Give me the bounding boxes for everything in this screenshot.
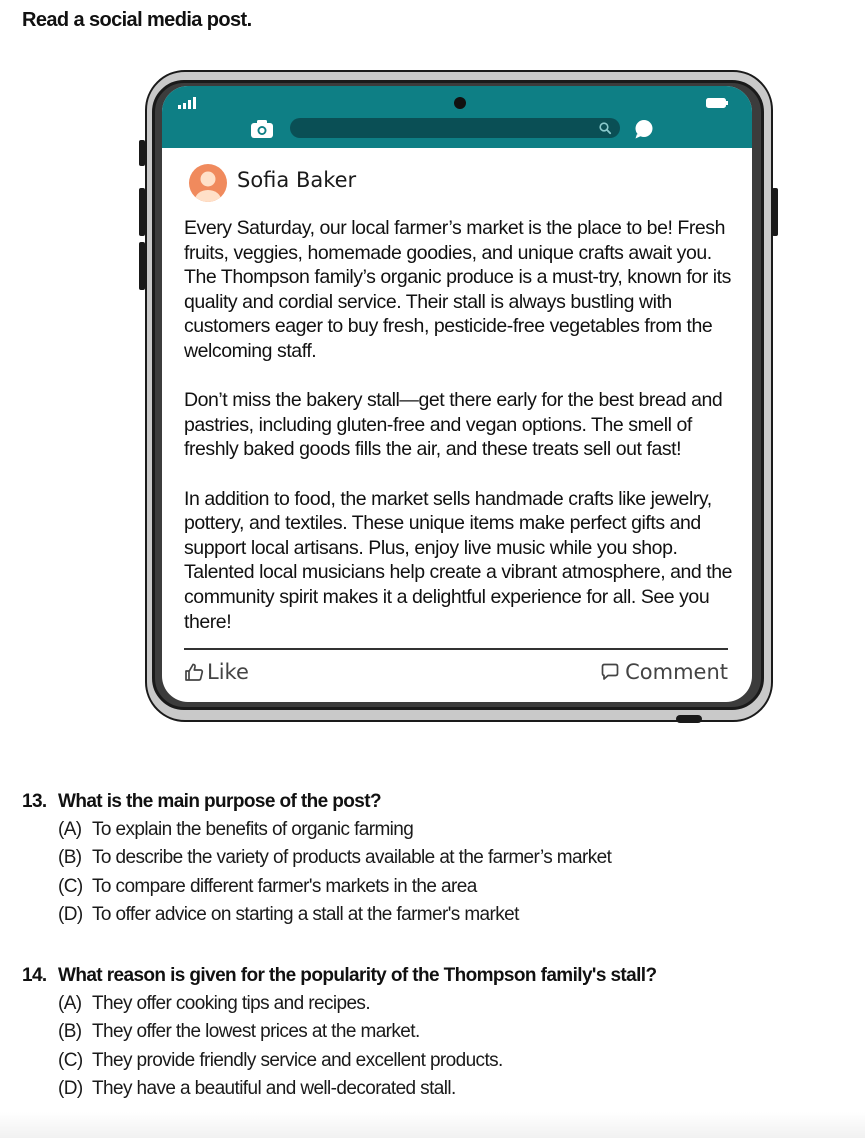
thumbs-up-icon [184,662,204,682]
phone-screen [162,86,752,702]
option-text: To offer advice on starting a stall at the farmer's market [92,903,519,925]
camera-icon[interactable] [250,119,274,139]
question-number: 13. [22,791,47,812]
answer-option-c[interactable] [58,1047,852,1075]
option-text: They offer cooking tips and recipes. [92,993,370,1014]
answer-option-b[interactable] [58,844,852,872]
like-button[interactable] [184,658,249,686]
comment-icon [601,663,619,681]
front-camera [454,97,466,109]
option-text: They offer the lowest prices at the market. [92,1021,420,1043]
question-stem [22,962,852,990]
answer-option-c[interactable] [58,873,852,901]
answer-option-a[interactable] [58,990,852,1018]
option-letter: (D) [58,903,83,925]
post-author-name[interactable]: Sofia Baker [237,168,357,192]
app-top-bar [162,86,752,148]
like-label: Like [207,660,249,684]
signal-icon [178,97,196,109]
option-text: To describe the variety of products available at the farmer’s market [92,847,612,869]
chat-bubble-icon[interactable] [634,119,654,139]
post-paragraph-2: Don’t miss the bakery stall—get there early for the best bread and pastries, including gluten-free and vegan options. The smell of freshly baked goods fills the air, and these treats sell out fast! [184,389,723,461]
answer-option-d[interactable] [58,1075,852,1103]
question-13 [22,788,852,929]
instruction-heading: Read a social media post. [22,9,252,31]
option-letter: (C) [58,1049,83,1071]
question-number: 14. [22,965,47,986]
option-letter: (B) [58,1021,82,1043]
comment-label: Comment [625,660,728,684]
option-letter: (A) [58,819,82,840]
search-icon[interactable] [598,121,612,135]
option-letter: (C) [58,875,83,897]
option-letter: (B) [58,847,82,869]
answer-option-a[interactable] [58,816,852,844]
answer-option-d[interactable] [58,901,852,929]
question-text: What is the main purpose of the post? [58,791,381,812]
question-text: What reason is given for the popularity of the Thompson family's stall? [58,965,657,986]
post-paragraph-1: Every Saturday, our local farmer’s market is the place to be! Fresh fruits, veggies, homemade goodies, and unique crafts await you. The Thompson family’s organic produce is a must-try, known for its quality and cordial service. Their stall is always bustling with customers eager to buy fresh, pesticide-free vegetables from the welcoming staff. [184,217,731,362]
comment-button[interactable] [601,658,728,686]
question-stem [22,788,852,816]
option-text: They provide friendly service and excellent products. [92,1049,503,1071]
option-text: To explain the benefits of organic farming [92,819,414,840]
post-divider [184,648,728,650]
search-bar[interactable] [290,118,620,138]
post-paragraph-3: In addition to food, the market sells handmade crafts like jewelry, pottery, and textiles. These unique items make perfect gifts and support local artisans. Plus, enjoy live music while you shop. Talented local musicians help create a vibrant atmosphere, and the community spirit makes it a delightful experience for all. See you there! [184,487,733,633]
option-text: They have a beautiful and well-decorated stall. [92,1077,456,1099]
question-14 [22,962,852,1103]
option-letter: (A) [58,993,82,1014]
post-body [184,216,744,659]
battery-icon [706,98,728,108]
answer-option-b[interactable] [58,1018,852,1046]
page-bottom-shade [0,1112,865,1138]
avatar[interactable] [189,164,227,202]
option-text: To compare different farmer's markets in the area [92,875,477,897]
phone-home-slot [676,715,702,723]
option-letter: (D) [58,1077,83,1099]
